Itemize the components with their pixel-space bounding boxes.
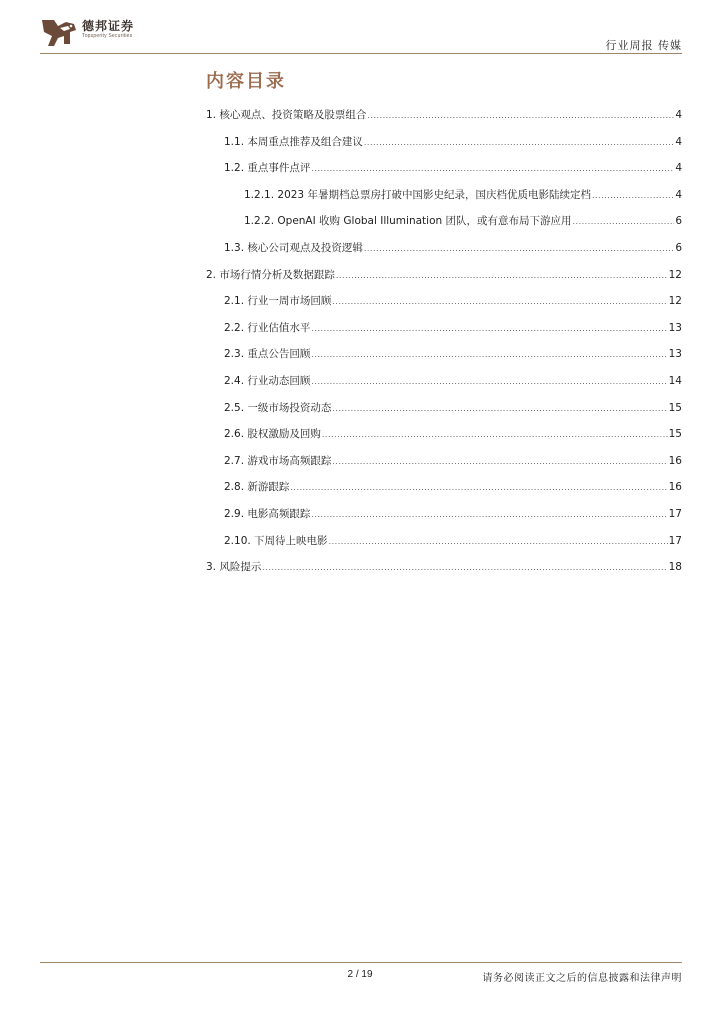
- toc-entry-label: 2.2. 行业估值水平: [224, 321, 311, 334]
- brand-name-en: Topsperity Securities: [82, 33, 133, 39]
- toc-entry[interactable]: [224, 240, 682, 256]
- toc-entry-label: 2.8. 新游跟踪: [224, 481, 290, 494]
- toc-leader-dots: [332, 454, 667, 470]
- toc-entry[interactable]: [206, 107, 682, 123]
- toc-leader-dots: [592, 188, 674, 204]
- toc-entry-page: 4: [675, 162, 682, 175]
- toc-entry[interactable]: [206, 559, 682, 575]
- toc-entry-page: 15: [668, 428, 682, 441]
- page-number: 2 / 19: [347, 969, 373, 980]
- toc-entry-label: 1.3. 核心公司观点及投资逻辑: [224, 242, 363, 254]
- toc-entry[interactable]: [244, 213, 682, 229]
- toc-entry-label: 2. 市场行情分析及数据跟踪: [206, 268, 335, 281]
- toc-leader-dots: [367, 108, 674, 124]
- toc-entry[interactable]: [206, 267, 682, 283]
- toc-leader-dots: [290, 480, 667, 496]
- toc-leader-dots: [311, 321, 667, 337]
- toc-title: 内容目录: [206, 71, 286, 92]
- toc-entry-page: 6: [675, 242, 682, 254]
- toc-entry-page: 12: [668, 295, 682, 308]
- toc-entry[interactable]: [224, 506, 682, 522]
- toc-entry-label: 2.6. 股权激励及回购: [224, 428, 321, 441]
- toc-entry-page: 4: [675, 188, 682, 201]
- toc-leader-dots: [311, 374, 667, 390]
- toc-entry[interactable]: [224, 479, 682, 495]
- toc-leader-dots: [364, 135, 674, 151]
- toc-entry[interactable]: [244, 187, 682, 203]
- toc-entry-page: 17: [668, 508, 682, 520]
- header-divider: [40, 53, 682, 54]
- toc-entry-page: 14: [668, 375, 682, 387]
- toc-entry-page: 13: [668, 348, 682, 361]
- toc-leader-dots: [332, 401, 667, 417]
- toc-entry-page: 16: [668, 454, 682, 467]
- toc-entry[interactable]: [224, 293, 682, 309]
- toc-entry-page: 15: [668, 401, 682, 414]
- toc-entry-page: 12: [668, 268, 682, 281]
- toc-leader-dots: [364, 241, 674, 257]
- toc-leader-dots: [332, 294, 667, 310]
- toc-leader-dots: [262, 560, 667, 576]
- toc-entry-label: 2.7. 游戏市场高频跟踪: [224, 454, 332, 467]
- company-logo-icon: [40, 16, 80, 48]
- page-header: [0, 0, 724, 60]
- toc-leader-dots: [329, 534, 668, 550]
- footer-disclaimer: 请务必阅读正文之后的信息披露和法律声明: [482, 973, 682, 984]
- toc-entry-page: 4: [675, 135, 682, 148]
- toc-entry-page: 13: [668, 321, 682, 334]
- toc-entry-label: 2.5. 一级市场投资动态: [224, 401, 332, 414]
- toc-leader-dots: [322, 427, 668, 443]
- toc-entry-label: 1.2.1. 2023 年暑期档总票房打破中国影史纪录，国庆档优质电影陆续定档: [244, 188, 591, 201]
- footer-divider: [40, 962, 682, 963]
- toc-entry-page: 17: [668, 534, 682, 547]
- toc-entry-page: 18: [668, 561, 682, 574]
- toc-entry-label: 2.1. 行业一周市场回顾: [224, 295, 332, 308]
- toc-entry-label: 1.2.2. OpenAI 收购 Global Illumination 团队，或有意布局下游应用: [244, 215, 572, 228]
- toc-entry[interactable]: [224, 400, 682, 416]
- toc-leader-dots: [311, 347, 667, 363]
- brand-name-cn: 德邦证券: [82, 19, 135, 33]
- toc-leader-dots: [311, 161, 674, 177]
- toc-entry[interactable]: [224, 134, 682, 150]
- toc-leader-dots: [573, 214, 675, 230]
- report-type: 行业周报 传媒: [605, 39, 682, 52]
- toc-entry-page: 6: [675, 215, 682, 228]
- toc-entry-label: 1.2. 重点事件点评: [224, 162, 311, 175]
- toc-entry-page: 4: [675, 109, 682, 121]
- toc-entry[interactable]: [224, 373, 682, 389]
- toc-leader-dots: [336, 268, 668, 284]
- toc-entry-label: 3. 风险提示: [206, 561, 262, 574]
- toc-entry[interactable]: [224, 426, 682, 442]
- toc-entry[interactable]: [224, 160, 682, 176]
- toc-entry[interactable]: [224, 453, 682, 469]
- toc-entry-label: 2.4. 行业动态回顾: [224, 375, 311, 387]
- toc-entry-page: 16: [668, 481, 682, 494]
- toc-entry-label: 1. 核心观点、投资策略及股票组合: [206, 109, 367, 121]
- toc-entry-label: 1.1. 本周重点推荐及组合建议: [224, 135, 363, 148]
- toc-entry[interactable]: [224, 320, 682, 336]
- toc-entry[interactable]: [224, 346, 682, 362]
- toc-entry-label: 2.9. 电影高频跟踪: [224, 508, 311, 520]
- toc-leader-dots: [311, 507, 667, 523]
- toc-entry-label: 2.10. 下周待上映电影: [224, 534, 328, 547]
- toc-entry[interactable]: [224, 533, 682, 549]
- brand: [82, 19, 134, 40]
- toc-entry-label: 2.3. 重点公告回顾: [224, 348, 311, 361]
